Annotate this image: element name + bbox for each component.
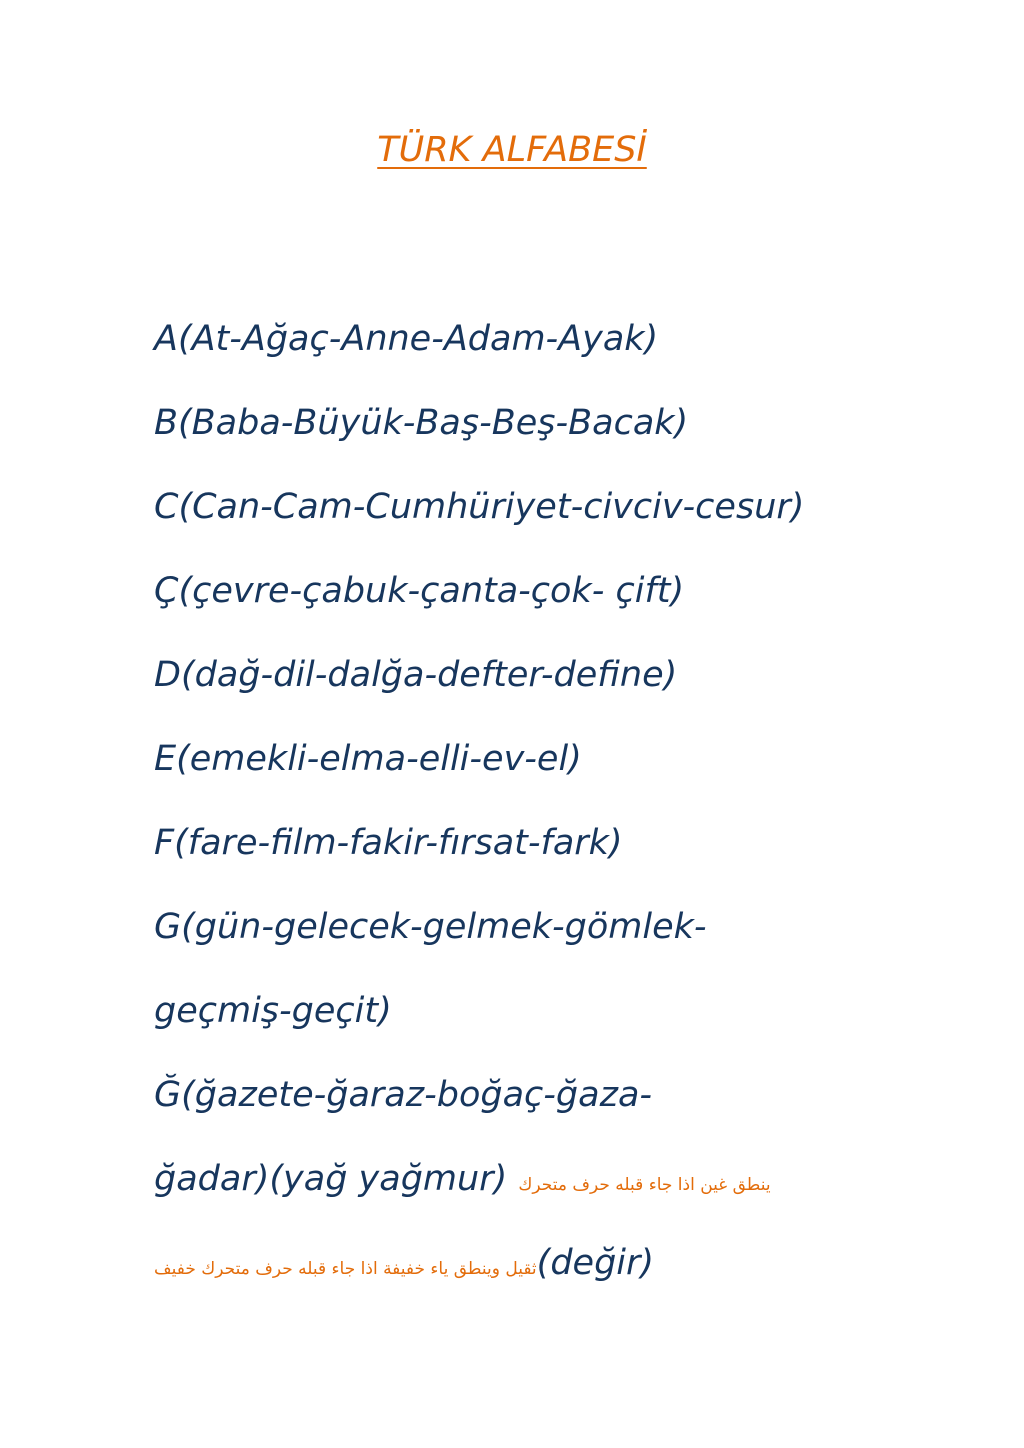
page-title: TÜRK ALFABESİ: [377, 130, 647, 170]
letter-line-c: C(Can-Cam-Cumhüriyet-civciv-cesur): [154, 487, 805, 527]
letter-line-c-cedilla: Ç(çevre-çabuk-çanta-çok- çift): [154, 571, 685, 611]
g-breve-examples: ğadar)(yağ yağmur): [154, 1159, 508, 1199]
letter-line-d: D(dağ-dil-dalğa-defter-define): [154, 655, 678, 695]
letter-line-g-breve-continued: [154, 1137, 974, 1221]
arabic-note-2: ثقيل وينطق ياء خفيفة اذا جاء قبله حرف متحرك خفيف: [154, 1259, 537, 1279]
letter-line-e: E(emekli-elma-elli-ev-el): [154, 739, 582, 779]
letter-line-g-continued: geçmiş-geçit): [154, 991, 392, 1031]
arabic-note-1: ينطق غين اذا جاء قبله حرف متحرك: [518, 1175, 771, 1195]
letter-line-g-breve: Ğ(ğazete-ğaraz-boğaç-ğaza-: [154, 1075, 653, 1115]
degir-example: (değir): [536, 1243, 655, 1283]
letter-line-a: A(At-Ağaç-Anne-Adam-Ayak): [154, 319, 659, 359]
letter-line-g: G(gün-gelecek-gelmek-gömlek-: [154, 907, 707, 947]
letter-line-b: B(Baba-Büyük-Baş-Beş-Bacak): [154, 403, 689, 443]
letter-line-f: F(fare-film-fakir-fırsat-fark): [154, 823, 623, 863]
alphabet-list: [154, 297, 974, 1305]
letter-line-g-breve-final: [154, 1221, 974, 1305]
